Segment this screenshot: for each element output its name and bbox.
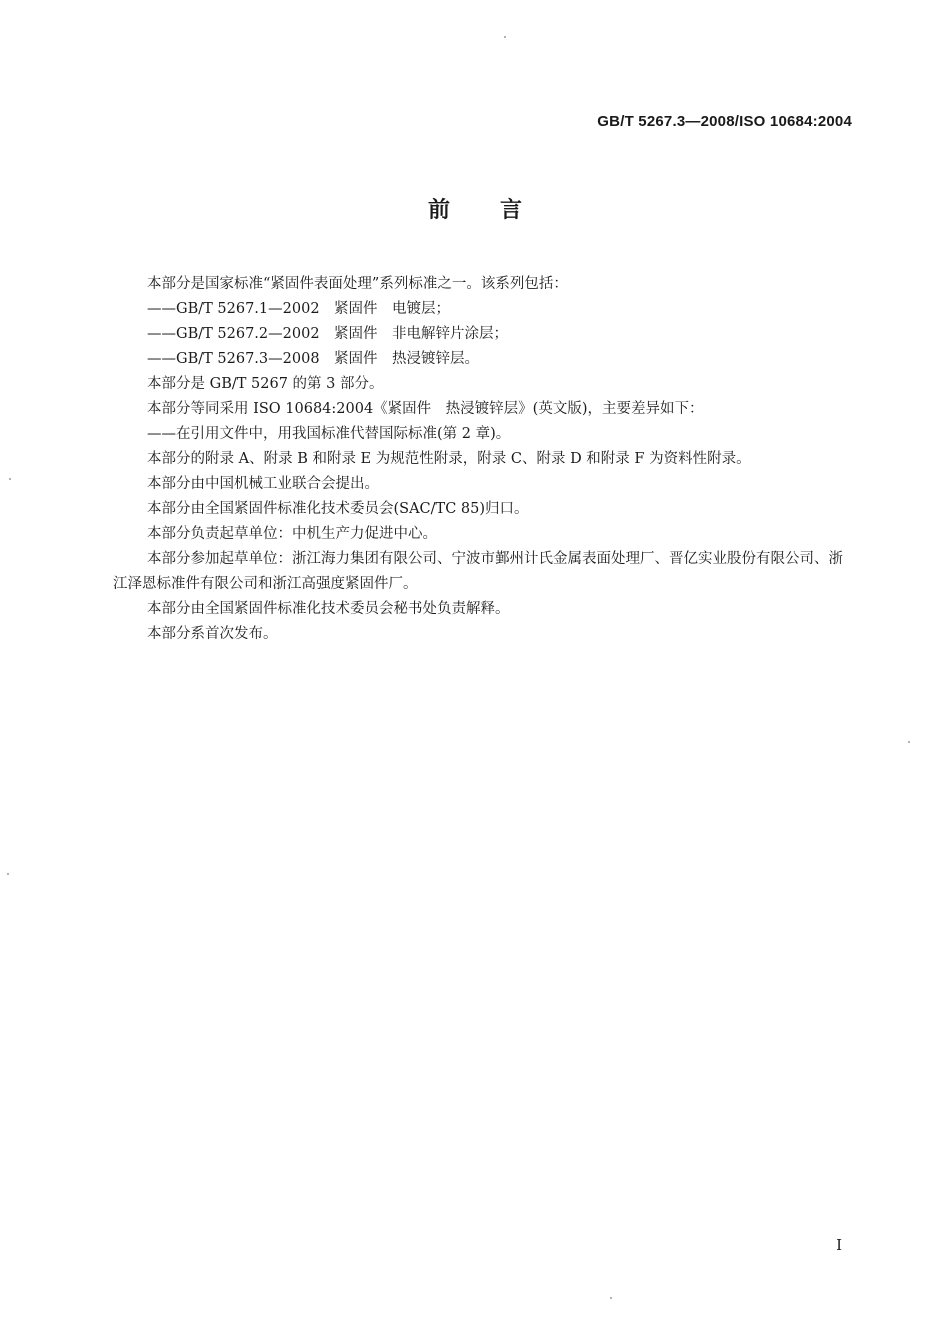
paragraph-interpretation: 本部分由全国紧固件标准化技术委员会秘书处负责解释。 bbox=[147, 601, 510, 617]
scan-speck bbox=[610, 1297, 612, 1299]
scan-speck bbox=[7, 873, 9, 875]
paragraph-annexes: 本部分的附录 A、附录 B 和附录 E 为规范性附录，附录 C、附录 D 和附录 F 为资料性附录。 bbox=[147, 451, 751, 467]
paragraph-drafting-unit: 本部分负责起草单位：中机生产力促进中心。 bbox=[147, 526, 437, 542]
scan-speck bbox=[908, 741, 910, 743]
page-number: I bbox=[836, 1236, 842, 1254]
paragraph-committee: 本部分由全国紧固件标准化技术委员会(SAC/TC 85)归口。 bbox=[147, 501, 529, 517]
standard-code: GB/T 5267.3—2008/ISO 10684:2004 bbox=[597, 113, 852, 130]
paragraph-series-part2: ——GB/T 5267.2—2002 紧固件 非电解锌片涂层； bbox=[147, 326, 509, 342]
paragraph-intro: 本部分是国家标准“紧固件表面处理”系列标准之一。该系列包括： bbox=[147, 276, 568, 292]
scan-speck bbox=[504, 36, 506, 38]
paragraph-series-part1: ——GB/T 5267.1—2002 紧固件 电镀层； bbox=[147, 301, 451, 317]
paragraph-iso-adoption: 本部分等同采用 ISO 10684:2004《紧固件 热浸镀锌层》(英文版)，主要差异如下： bbox=[147, 401, 704, 417]
paragraph-participating-units: 本部分参加起草单位：浙江海力集团有限公司、宁波市鄞州计氏金属表面处理厂、晋亿实业股份有限公司、浙江泽恩标准件有限公司和浙江高强度紧固件厂。 bbox=[113, 551, 843, 592]
foreword-body bbox=[113, 272, 851, 647]
paragraph-difference: ——在引用文件中，用我国标准代替国际标准(第 2 章)。 bbox=[147, 426, 511, 442]
paragraph-first-release: 本部分系首次发布。 bbox=[147, 626, 278, 642]
scan-speck bbox=[9, 478, 11, 480]
paragraph-part-number: 本部分是 GB/T 5267 的第 3 部分。 bbox=[147, 376, 384, 392]
paragraph-proposer: 本部分由中国机械工业联合会提出。 bbox=[147, 476, 379, 492]
page-title: 前言 bbox=[427, 198, 572, 223]
paragraph-series-part3: ——GB/T 5267.3—2008 紧固件 热浸镀锌层。 bbox=[147, 351, 480, 367]
